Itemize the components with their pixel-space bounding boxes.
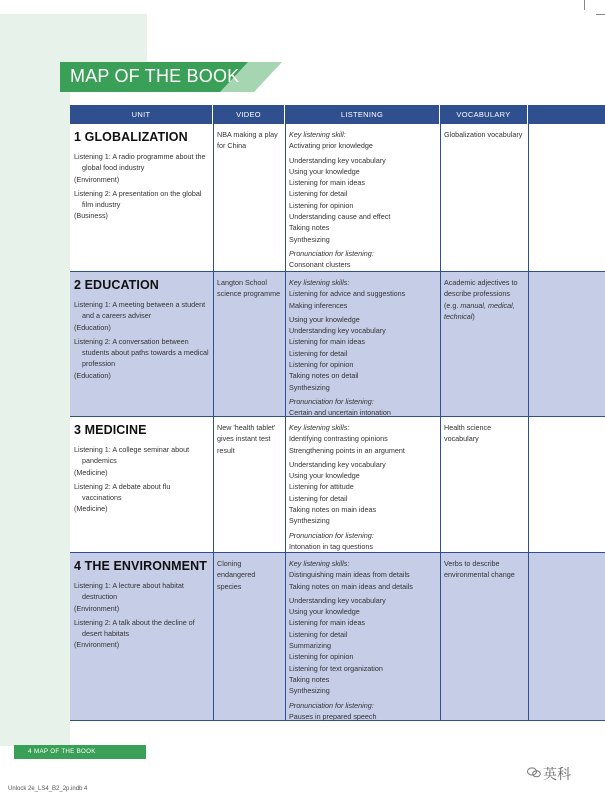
skill-heading: Key listening skills: <box>289 278 350 287</box>
unit-title: 4 THE ENVIRONMENT <box>74 559 207 573</box>
listening-item: Listening 2: A conversation between students about paths towards a medical profession <box>74 336 209 369</box>
video-cell: Langton School science programme <box>217 278 281 299</box>
watermark: 英科 <box>543 766 571 782</box>
vocabulary-cell: Health science vocabulary <box>444 423 492 444</box>
unit-cell <box>70 124 213 227</box>
skill-item: Taking notes on main ideas <box>289 505 377 515</box>
skill-item: Listening for main ideas <box>289 337 365 347</box>
crop-mark <box>596 14 605 15</box>
skill-item: Synthesizing <box>289 234 330 244</box>
listening-item: Listening 1: A college seminar about pandemics <box>74 445 190 466</box>
skill-heading: Key listening skill: <box>289 130 346 139</box>
unit-cell <box>70 272 213 386</box>
column-divider <box>440 124 441 721</box>
listening-topic: (Environment) <box>74 640 120 650</box>
skill-item: Understanding key vocabulary <box>289 459 386 469</box>
chat-bubbles-icon <box>527 767 541 778</box>
skill-item: Making inferences <box>289 300 348 310</box>
column-header-vocabulary: VOCABULARY <box>440 105 528 124</box>
pronunciation-heading: Pronunciation for listening: <box>289 530 374 540</box>
skill-item: Strengthening points in an argument <box>289 445 405 455</box>
skill-item: Taking notes on main ideas and details <box>289 581 413 591</box>
skill-item: Synthesizing <box>289 686 330 696</box>
listening-item: Listening 2: A talk about the decline of desert habitats <box>74 617 195 639</box>
skill-item: Understanding key vocabulary <box>289 595 386 605</box>
skill-item: Using your knowledge <box>289 607 360 617</box>
listening-cell <box>285 124 440 276</box>
pronunciation-item: Intonation in tag questions <box>289 541 373 551</box>
page-number: 4 <box>28 748 32 755</box>
listening-item: Listening 2: A debate about flu vaccinations <box>74 481 171 503</box>
column-divider <box>213 124 214 721</box>
skill-item: Distinguishing main ideas from details <box>289 570 410 580</box>
skill-item: Listening for text organization <box>289 663 383 673</box>
skill-item: Taking notes <box>289 223 330 233</box>
skill-item: Listening for main ideas <box>289 618 365 628</box>
skill-item: Listening for opinion <box>289 200 354 210</box>
column-header-listening: LISTENING <box>285 105 440 124</box>
skill-item: Understanding key vocabulary <box>289 326 386 336</box>
skill-item: Synthesizing <box>289 516 330 526</box>
skill-item: Listening for detail <box>289 629 348 639</box>
skill-item: Listening for opinion <box>289 360 354 370</box>
column-divider <box>285 124 286 721</box>
listening-topic: (Medicine) <box>74 504 108 514</box>
listening-topic: (Education) <box>74 370 111 380</box>
listening-topic: (Medicine) <box>74 467 108 477</box>
listening-topic: (Education) <box>74 322 111 332</box>
vocabulary-examples: manual, medical, technical <box>444 300 515 321</box>
unit-title: 2 EDUCATION <box>74 278 159 292</box>
page-title: MAP OF THE BOOK <box>70 66 240 86</box>
listening-cell <box>285 417 440 557</box>
vocabulary-cell <box>440 272 528 327</box>
unit-title: 1 GLOBALIZATION <box>74 130 188 144</box>
listening-topic: (Environment) <box>74 174 120 184</box>
listening-item: Listening 1: A radio programme about the global food industry <box>74 152 206 173</box>
listening-cell <box>285 553 440 727</box>
unit-cell <box>70 417 213 520</box>
skill-heading: Key listening skills: <box>289 559 350 568</box>
listening-topic: (Environment) <box>74 603 120 613</box>
column-header-unit: UNIT <box>70 105 213 124</box>
listening-item: Listening 1: A lecture about habitat destruction <box>74 581 184 602</box>
video-cell: NBA making a play for China <box>217 130 278 151</box>
unit-row-1 <box>70 124 605 272</box>
skill-item: Understanding key vocabulary <box>289 155 386 165</box>
skill-item: Summarizing <box>289 641 331 651</box>
vocabulary-close: ) <box>472 311 475 321</box>
skill-item: Using your knowledge <box>289 471 360 481</box>
skill-item: Identifying contrasting opinions <box>289 434 388 444</box>
unit-title: 3 MEDICINE <box>74 423 147 437</box>
skill-item: Listening for detail <box>289 493 348 503</box>
column-divider <box>528 124 529 721</box>
unit-row-2 <box>70 272 605 417</box>
skill-item: Listening for detail <box>289 189 348 199</box>
column-header-next <box>528 105 605 124</box>
skill-item: Using your knowledge <box>289 314 360 324</box>
footer-label: MAP OF THE BOOK <box>34 748 96 755</box>
pronunciation-item: Pauses in prepared speech <box>289 711 377 721</box>
skill-item: Using your knowledge <box>289 166 360 176</box>
skill-item: Listening for opinion <box>289 652 354 662</box>
listening-cell <box>285 272 440 424</box>
skill-item: Understanding cause and effect <box>289 212 391 222</box>
unit-row-3 <box>70 417 605 553</box>
pronunciation-heading: Pronunciation for listening: <box>289 396 374 406</box>
skill-item: Synthesizing <box>289 382 330 392</box>
skill-item: Listening for advice and suggestions <box>289 289 406 299</box>
skill-item: Listening for main ideas <box>289 178 365 188</box>
skill-item: Taking notes <box>289 674 330 684</box>
listening-topic: (Business) <box>74 211 108 221</box>
skill-item: Listening for detail <box>289 348 348 358</box>
unit-cell <box>70 553 213 656</box>
decorative-margin-band <box>0 90 70 746</box>
crop-mark <box>584 0 585 10</box>
video-cell: Cloning endangered species <box>217 559 256 591</box>
skill-item: Taking notes on detail <box>289 371 359 381</box>
listening-item: Listening 2: A presentation on the global film industry <box>74 188 202 210</box>
skill-heading: Key listening skills: <box>289 423 350 432</box>
skill-item: Listening for attitude <box>289 482 354 492</box>
video-cell: New 'health tablet' gives instant test result <box>217 423 276 455</box>
vocabulary-text: Academic adjectives to describe professions (e.g. <box>444 278 518 310</box>
vocabulary-cell: Globalization vocabulary <box>444 130 523 139</box>
pronunciation-heading: Pronunciation for listening: <box>289 700 374 710</box>
pronunciation-heading: Pronunciation for listening: <box>289 248 374 258</box>
map-table <box>70 105 605 721</box>
print-slug: Unlock 2e_LS4_B2_2p.indb 4 <box>8 786 88 792</box>
column-header-video: VIDEO <box>213 105 285 124</box>
pronunciation-item: Consonant clusters <box>289 260 351 270</box>
skill-item: Activating prior knowledge <box>289 141 373 151</box>
listening-item: Listening 1: A meeting between a student and a careers adviser <box>74 300 206 321</box>
unit-row-4 <box>70 553 605 721</box>
vocabulary-cell: Verbs to describe environmental change <box>444 559 515 580</box>
pronunciation-item: Certain and uncertain intonation <box>289 408 391 418</box>
